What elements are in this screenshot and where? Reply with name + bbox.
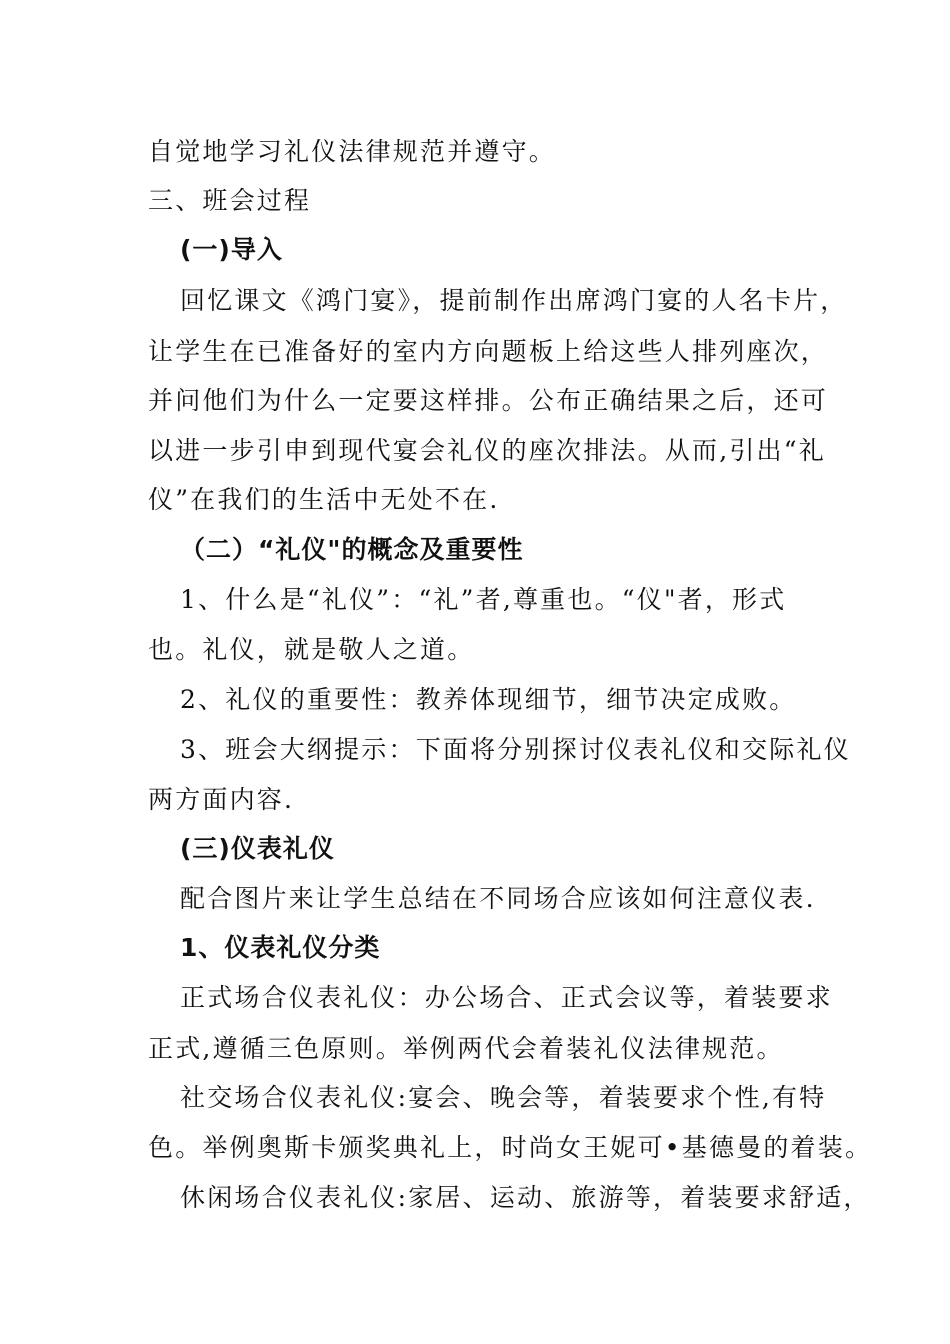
subsection-heading: （二）“礼仪"的概念及重要性: [180, 535, 524, 564]
paragraph-line: 3、班会大纲提示：下面将分别探讨仪表礼仪和交际礼仪: [180, 735, 851, 764]
paragraph-line: 色。举例奥斯卡颁奖典礼上，时尚女王妮可•基德曼的着装。: [148, 1133, 873, 1162]
paragraph-line: 配合图片来让学生总结在不同场合应该如何注意仪表.: [180, 884, 816, 913]
paragraph-line: 正式场合仪表礼仪：办公场合、正式会议等，着装要求: [180, 983, 833, 1012]
paragraph-line: 1、什么是“礼仪”：“礼”者,尊重也。“仪"者，形式: [180, 585, 787, 614]
paragraph-line: 回忆课文《鸿门宴》，提前制作出席鸿门宴的人名卡片，: [180, 286, 848, 315]
paragraph-line: 社交场合仪表礼仪:宴会、晚会等，着装要求个性,有特: [180, 1083, 827, 1112]
subsection-heading: 1、仪表礼仪分类: [180, 933, 381, 962]
paragraph-line: 也。礼仪，就是敬人之道。: [148, 635, 475, 664]
paragraph-line: 两方面内容.: [148, 785, 295, 814]
paragraph-line: 正式,遵循三色原则。举例两代会着装礼仪法律规范。: [148, 1034, 784, 1063]
paragraph-line: 仪”在我们的生活中无处不在.: [148, 485, 500, 514]
paragraph-line: 自觉地学习礼仪法律规范并遵守。: [148, 137, 557, 166]
subsection-heading: (三)仪表礼仪: [180, 834, 335, 863]
section-heading: 三、班会过程: [148, 186, 312, 215]
paragraph-line: 让学生在已准备好的室内方向题板上给这些人排列座次，: [148, 337, 829, 366]
paragraph-line: 2、礼仪的重要性：教养体现细节，细节决定成败。: [180, 685, 797, 714]
paragraph-line: 休闲场合仪表礼仪:家居、运动、旅游等，着装要求舒适，: [180, 1183, 871, 1212]
paragraph-line: 并问他们为什么一定要这样排。公布正确结果之后，还可: [148, 386, 829, 415]
subsection-heading: (一)导入: [180, 235, 283, 264]
paragraph-line: 以进一步引申到现代宴会礼仪的座次排法。从而,引出“礼: [148, 436, 826, 465]
